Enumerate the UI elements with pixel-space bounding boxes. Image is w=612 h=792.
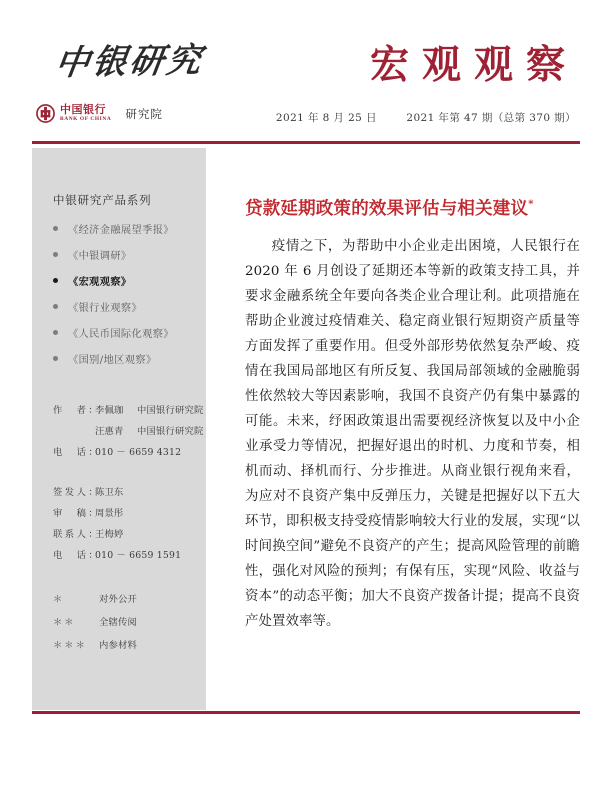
legend-star-marker: ＊＊ (53, 617, 76, 628)
bank-of-china-logo-block (36, 104, 163, 123)
bank-name-group (60, 104, 111, 122)
issue-line (276, 110, 576, 125)
author-name: 李佩珈 (95, 405, 124, 416)
authors-block (32, 402, 206, 458)
reviewer-label: 审 稿： (53, 508, 101, 519)
legend-label: 全辖传阅 (99, 617, 137, 628)
sidebar-heading: 中银研究产品系列 (53, 193, 152, 207)
institute-label: 研究院 (125, 106, 163, 121)
sidebar-item-label: 《中银调研》 (68, 251, 132, 262)
issuer-row (53, 484, 206, 498)
sidebar-item-label: 《宏观观察》 (68, 276, 132, 288)
author-org: 中国银行研究院 (137, 405, 204, 416)
header-divider-rule (32, 141, 580, 144)
bank-name-cn: 中国银行 (60, 103, 106, 117)
legend-row-restricted (53, 637, 206, 651)
legend-label: 对外公开 (99, 594, 137, 605)
legend-star-marker: ＊＊＊ (53, 640, 87, 651)
article-title-text: 贷款延期政策的效果评估与相关建议 (245, 199, 529, 219)
contact-value: 王梅婷 (95, 529, 124, 540)
sidebar-item-country-region-observation[interactable] (53, 351, 206, 366)
article-title (245, 195, 580, 220)
bullet-icon (53, 278, 58, 283)
legend-row-public (53, 591, 206, 605)
sidebar-item-label: 《经济金融展望季报》 (68, 225, 174, 236)
journal-title: 宏观观察 (369, 42, 578, 88)
sidebar-item-label: 《国别/地区观察》 (68, 355, 157, 366)
issuer-value: 陈卫东 (95, 487, 124, 498)
bullet-icon (53, 226, 58, 231)
author-org: 中国银行研究院 (137, 426, 204, 437)
article-content (245, 148, 580, 710)
sidebar-item-rmb-internationalization[interactable] (53, 325, 206, 340)
bank-name-en: BANK OF CHINA (60, 116, 112, 123)
signers-block (32, 484, 206, 561)
author-name: 汪惠青 (95, 426, 124, 437)
reviewer-row (53, 505, 206, 519)
bank-of-china-emblem-icon (36, 104, 55, 123)
phone-label: 电 话： (53, 447, 101, 458)
bullet-icon (53, 330, 58, 335)
legend-label: 内参材料 (99, 640, 137, 651)
sidebar-item-label: 《银行业观察》 (68, 303, 143, 314)
author-row-primary (53, 402, 206, 416)
legend-row-internal-circulation (53, 614, 206, 628)
distribution-legend (32, 591, 206, 651)
bullet-icon (53, 356, 58, 361)
sidebar-item-macro-observation[interactable] (53, 273, 206, 288)
masthead (32, 28, 580, 140)
sidebar (32, 148, 206, 710)
bullet-icon (53, 304, 58, 309)
publication-date: 2021 年 8 月 25 日 (275, 112, 377, 124)
contact-row (53, 526, 206, 540)
issue-number: 2021 年第 47 期（总第 370 期） (406, 112, 576, 124)
bullet-icon (53, 252, 58, 257)
phone-value: 010 － 6659 4312 (95, 447, 182, 458)
article-abstract: 疫情之下，为帮助中小企业走出困境，人民银行在 2020 年 6 月创设了延期还本等新的政策支持工具，并要求金融系统全年要向各类企业合理让利。此项措施在帮助企业渡过疫情难关、稳定商业银行短期资产质量等方面发挥了重要作用。但受外部形势依然复杂严峻、疫情在我国局部地区有所反复、我国局部领域的金融脆弱性依然较大等因素影响，我国不良资产仍有集中暴露的可能。未来，纾困政策退出需要视经济恢复以及中小企业承受力等情况，把握好退出的时机、力度和节奏，相机而动、择机而行、分步推进。从商业银行视角来看，为应对不良资产集中反弹压力，关键是把握好以下五大环节，即积极支持受疫情影响较大行业的发展，实现“以时间换空间”避免不良资产的产生；提高风险管理的前瞻性，强化对风险的预判；有保有压，实现“风险、收益与资本”的动态平衡；加大不良资产拨备计提；提高不良资产处置效率等。 (245, 239, 580, 629)
authors-label: 作 者： (53, 405, 101, 416)
sidebar-item-economic-outlook[interactable] (53, 221, 206, 236)
brand-calligraphy-logo: 中银研究 (52, 40, 207, 84)
contact-phone-row (53, 547, 206, 561)
sidebar-item-label: 《人民币国际化观察》 (68, 329, 174, 340)
reviewer-value: 周景彤 (95, 508, 124, 519)
legend-star-marker: ＊ (53, 594, 65, 605)
author-phone-row (53, 444, 206, 458)
product-series-list (32, 221, 206, 366)
author-row-secondary (53, 423, 206, 437)
contact-phone-value: 010 － 6659 1591 (95, 550, 182, 561)
footer-divider-rule (32, 711, 580, 714)
contact-label: 联系人： (53, 529, 101, 540)
sidebar-item-boc-research[interactable] (53, 247, 206, 262)
contact-phone-label: 电 话： (53, 550, 101, 561)
issuer-label: 签发人： (53, 487, 101, 498)
sidebar-item-banking-observation[interactable] (53, 299, 206, 314)
article-title-asterisk: * (528, 199, 534, 211)
